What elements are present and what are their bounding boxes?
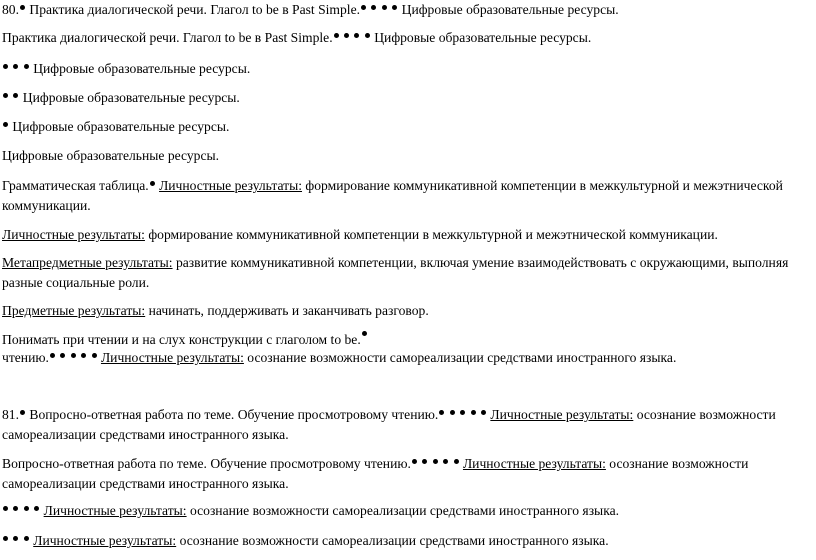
results-text: осознание возможности самореализации средствами иностранного языка. (243, 350, 677, 365)
bullet-icon (354, 33, 359, 38)
personal-results (2, 502, 619, 520)
results-text: развитие коммуникативной компетенции, включая умение взаимодействовать с окружающими, выполняя разные социальные роли. (2, 255, 789, 290)
bullet-icon (481, 410, 486, 415)
bullet-icon (334, 33, 339, 38)
resources-line (2, 89, 240, 107)
bullet-icon (3, 506, 8, 511)
topic-line (2, 29, 591, 47)
bullet-icon (443, 459, 448, 464)
bullet-icon (3, 122, 8, 127)
bullet-icon (3, 93, 8, 98)
results-label: Личностные результаты: (33, 533, 177, 548)
bullet-icon (412, 459, 417, 464)
reading-results (2, 349, 676, 367)
results-label: Личностные результаты: (43, 503, 187, 518)
prefix-text: чтению. (2, 350, 49, 365)
bullet-icon (13, 93, 18, 98)
bullet-icon (92, 353, 97, 358)
results-text: формирование коммуникативной компетенции в межкультурной и межэтнической коммуникации. (144, 227, 718, 242)
prefix-text: Вопросно-ответная работа по теме. Обучение просмотровому чтению. (29, 407, 439, 422)
results-text: осознание возможности самореализации средствами иностранного языка. (186, 503, 620, 518)
bullet-icon (71, 353, 76, 358)
results-label: Личностные результаты: (462, 456, 606, 471)
bullet-icon (422, 459, 427, 464)
results-text: осознание возможности самореализации средствами иностранного языка. (2, 456, 749, 491)
results-label: Личностные результаты: (490, 407, 634, 422)
bullet-icon (24, 506, 29, 511)
item-81-heading (2, 405, 808, 445)
bullet-icon (450, 410, 455, 415)
results-text: формирование коммуникативной компетенции в межкультурной и межэтнической коммуникации. (2, 178, 783, 213)
bullet-icon (24, 536, 29, 541)
prefix-text: Грамматическая таблица. (2, 178, 149, 193)
bullet-icon (392, 5, 397, 10)
resources-line (2, 118, 229, 136)
item-80-heading (2, 1, 619, 19)
bullet-icon (433, 459, 438, 464)
resources-text: Цифровые образовательные ресурсы. (9, 119, 230, 134)
results-label: Метапредметные результаты: (2, 255, 173, 270)
resources-text: Цифровые образовательные ресурсы. (19, 90, 240, 105)
topic-text: Практика диалогической речи. Глагол to be в Past Simple. (2, 30, 333, 45)
bullet-icon (24, 64, 29, 69)
bullet-icon (362, 331, 367, 336)
results-label: Личностные результаты: (100, 350, 244, 365)
prefix-text: Вопросно-ответная работа по теме. Обучение просмотровому чтению. (2, 456, 411, 471)
bullet-icon (344, 33, 349, 38)
bullet-icon (20, 410, 25, 415)
bullet-icon (60, 353, 65, 358)
bullet-icon (454, 459, 459, 464)
bullet-icon (365, 33, 370, 38)
results-label: Личностные результаты: (2, 227, 145, 242)
reading-text: Понимать при чтении и на слух конструкции с глаголом to be. (2, 332, 361, 347)
bullet-icon (13, 506, 18, 511)
item-number: 81. (2, 407, 19, 422)
bullet-icon (3, 536, 8, 541)
subject-results (2, 302, 429, 320)
grammar-table-results (2, 176, 808, 216)
bullet-icon (34, 506, 39, 511)
resources-text: Цифровые образовательные ресурсы. (370, 30, 592, 45)
results-label: Личностные результаты: (159, 178, 303, 193)
results-text: осознание возможности самореализации средствами иностранного языка. (176, 533, 609, 548)
bullet-icon (460, 410, 465, 415)
resources-line (2, 60, 250, 78)
results-label: Предметные результаты: (2, 303, 146, 318)
bullet-icon (439, 410, 444, 415)
reading-line (2, 331, 368, 349)
bullet-icon (382, 5, 387, 10)
bullet-icon (50, 353, 55, 358)
bullet-icon (471, 410, 476, 415)
bullet-icon (361, 5, 366, 10)
bullet-icon (13, 64, 18, 69)
personal-results (2, 532, 609, 550)
results-text: начинать, поддерживать и заканчивать разговор. (145, 303, 429, 318)
bullet-icon (13, 536, 18, 541)
meta-results (2, 253, 808, 293)
item-number: 80. (2, 2, 19, 17)
personal-results (2, 226, 718, 244)
bullet-icon (150, 181, 155, 186)
bullet-icon (20, 5, 25, 10)
resources-text: Цифровые образовательные ресурсы. (29, 61, 251, 76)
results-text: осознание возможности самореализации средствами иностранного языка. (2, 407, 776, 442)
qa-work-results (2, 454, 808, 494)
resources-text: Цифровые образовательные ресурсы. (398, 2, 619, 17)
bullet-icon (81, 353, 86, 358)
bullet-icon (371, 5, 376, 10)
resources-text: Цифровые образовательные ресурсы. (2, 148, 220, 163)
topic-text: Практика диалогической речи. Глагол to be в Past Simple. (29, 2, 361, 17)
bullet-icon (3, 64, 8, 69)
resources-line (2, 147, 219, 165)
